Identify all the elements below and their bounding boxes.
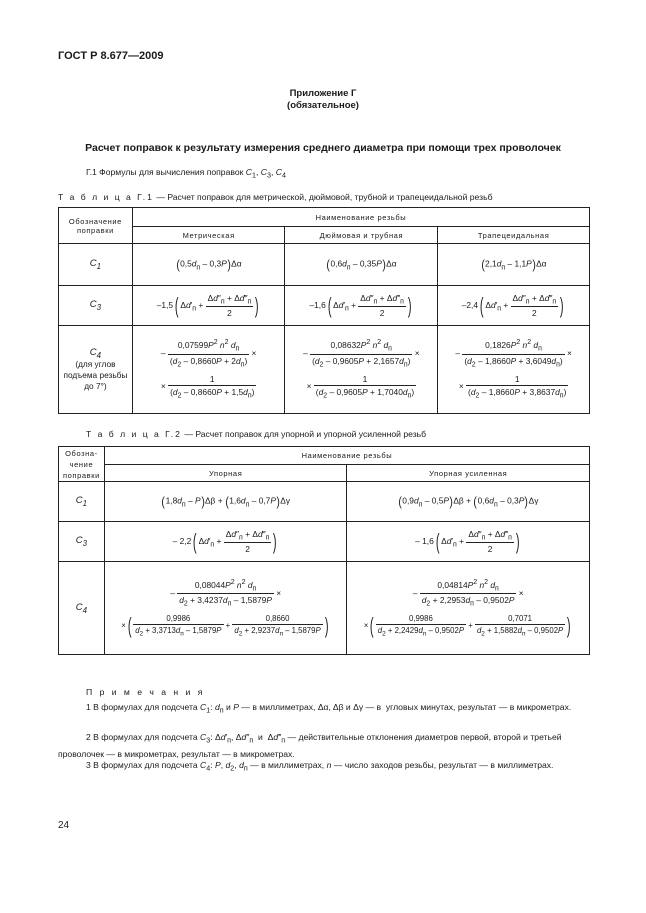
standard-header: ГОСТ Р 8.677—2009 (58, 50, 164, 62)
table1-caption-prefix: Т а б л и ц а Г.1 (58, 192, 154, 202)
t2-c4-thrust: – $\frac{0,08044P^2 n^2 d_п}{d_2 + 3,4237d_п - 1,5879P}$ × ×( $\frac{0,9986}{d_2 + 3,3713d_п - 1,5879P}$ + $\frac{0,8660}{d_2 + 2,9237d_п - 1,5879P}$ ) (104, 562, 347, 655)
t2-sym-c3: $C_3$ (59, 522, 105, 562)
t1-c4-inch: – $\frac{0,08632P^2 n^2 d_п}{(d_2 - 0,9605P + 2,1657d_п)}$ × × $\frac{1}{(d_2 - 0,9605P + 1,7040d_п)}$ (285, 326, 438, 414)
t1-c3-trap: –2,4( $\Delta d'_п$ + $\frac{\Delta d''_п + \Delta d‴_п}{2}$ ) (438, 286, 590, 326)
note-3: 3 В формулах для подсчета $C_4$: P, $d_2$, $d_п$ — в миллиметрах, n — число заходов резьбы, результат — в миллиметрах. (86, 760, 554, 773)
appendix-subtitle: (обязательное) (287, 100, 359, 111)
table1-caption-text: — Расчет поправок для метрической, дюймовой, трубной и трапецеидальной резьб (156, 192, 493, 202)
t2-c4-reinforced: – $\frac{0,04814P^2 n^2 d_п}{d_2 + 2,2953d_п - 0,9502P}$ × ×( $\frac{0,9986}{d_2 + 2,2429d_п - 0,9502P}$ + $\frac{0,7071}{d_2 + 1,5882d_п - 0,9502P}$ ) (347, 562, 590, 655)
t2-sym-c1: $C_1$ (59, 482, 105, 522)
t1-col-inch: Дюймовая и трубная (285, 227, 438, 244)
table-row (59, 482, 590, 522)
table-row (59, 286, 590, 326)
t1-head-group: Наименование резьбы (132, 208, 589, 227)
section-title: Расчет поправок к результату измерения среднего диаметра при помощи трех проволочек (85, 142, 561, 154)
note-1: 1 В формулах для подсчета $C_1$: $d_п$ и P — в миллиметрах, Δα, Δβ и Δγ — в угловых минутах, результат — в микрометрах. (86, 702, 572, 715)
t1-sym-c3: $C_3$ (59, 286, 133, 326)
t1-col-trap: Трапецеидальная (438, 227, 590, 244)
t2-c3-thrust: – 2,2( $\Delta d'_п$ + $\frac{\Delta d''_п + \Delta d‴_п}{2}$ ) (104, 522, 347, 562)
t1-c4-trap: – $\frac{0,1826P^2 n^2 d_п}{(d_2 - 1,8660P + 3,6049d_п)}$ × × $\frac{1}{(d_2 - 1,8660P + 3,8637d_п)}$ (438, 326, 590, 414)
table-g2 (58, 446, 590, 655)
notes-heading: П р и м е ч а н и я (86, 687, 205, 697)
t2-col-thrust-reinforced: Упорная усиленная (347, 465, 590, 482)
t1-c3-inch: –1,6( $\Delta d'_п$ + $\frac{\Delta d''_п + \Delta d‴_п}{2}$ ) (285, 286, 438, 326)
t1-c4-metric: – $\frac{0,07599P^2 n^2 d_п}{(d_2 - 0,8660P + 2d_п)}$ × × $\frac{1}{(d_2 - 0,8660P + 1,5d_п)}$ (132, 326, 285, 414)
t1-head-col (59, 208, 133, 244)
t1-c1-metric: $(0,5d_п - 0,3P)\Delta\alpha$ (132, 244, 285, 286)
t1-c1-inch: $(0,6d_п - 0,35P)\Delta\alpha$ (285, 244, 438, 286)
table-g1 (58, 207, 590, 414)
t1-c3-metric: –1,5( $\Delta d'_п$ + $\frac{\Delta d''_п + \Delta d‴_п}{2}$ ) (132, 286, 285, 326)
t2-sym-c4: $C_4$ (59, 562, 105, 655)
page-number: 24 (58, 820, 70, 831)
t2-head-group: Наименование резьбы (104, 447, 589, 465)
table-row (59, 522, 590, 562)
t1-c4-note: (для углов подъема резьбы до 7°) (63, 359, 128, 392)
t1-head-col-label: Обозначение поправки (68, 216, 122, 235)
table-row (59, 562, 590, 655)
t2-c3-reinforced: – 1,6( $\Delta d'_п$ + $\frac{\Delta d''_п + \Delta d‴_п}{2}$ ) (347, 522, 590, 562)
t2-col-thrust: Упорная (104, 465, 347, 482)
g1-text: Г.1 Формулы для вычисления поправок $C_1$, $C_3$, $C_4$ (86, 167, 286, 180)
table-row (59, 326, 590, 414)
table2-caption (86, 429, 426, 439)
appendix-title: Приложение Г (289, 88, 357, 99)
table1-caption (58, 192, 493, 202)
table-row (59, 244, 590, 286)
note-2: 2 В формулах для подсчета $C_3$: $\Delta d'_п$, $\Delta d''_п$ и $\Delta d‴_п$ — действительные отклонения диаметров первой, второй и третьей проволочек — в микрометрах, результат — в микрометрах. (58, 732, 562, 759)
t1-c1-trap: $(2,1d_п - 1,1P)\Delta\alpha$ (438, 244, 590, 286)
table2-caption-prefix: Т а б л и ц а Г.2 (86, 429, 182, 439)
t1-col-metric: Метрическая (132, 227, 285, 244)
t2-c1-reinforced: $(0,9d_п - 0,5P)\Delta\beta + (0,6d_п - 0,3P)\Delta\gamma$ (347, 482, 590, 522)
t2-c1-thrust: $(1,8d_п - P)\Delta\beta + (1,6d_п - 0,7P)\Delta\gamma$ (104, 482, 347, 522)
t2-head-col: Обозна-чение поправки (59, 447, 105, 482)
t1-sym-c4: $C_4$ (для углов подъема резьбы до 7°) (59, 326, 133, 414)
t1-sym-c1: $C_1$ (59, 244, 133, 286)
table2-caption-text: — Расчет поправок для упорной и упорной усиленной резьб (184, 429, 427, 439)
